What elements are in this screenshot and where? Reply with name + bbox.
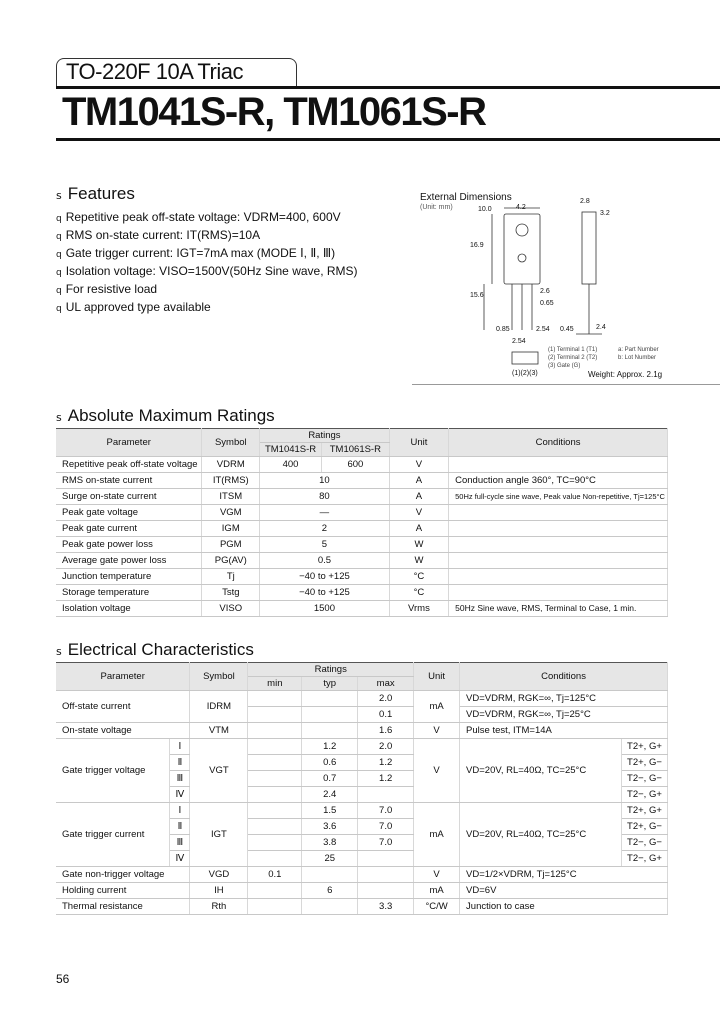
col-tm1041: TM1041S-R [260, 443, 322, 457]
external-dimensions [412, 192, 720, 385]
table-row: Ⅳ 2.4 T2−, G+ [56, 787, 668, 803]
marking-legend: a: Part Number b: Lot Number [618, 347, 659, 361]
series-subtitle: TO-220F 10A Triac [66, 59, 243, 84]
feature-item: q RMS on-state current: IT(RMS)=10A [56, 228, 261, 242]
table-row: Ⅲ 3.8 7.0 T2−, G− [56, 835, 668, 851]
table-row: RMS on-state current IT(RMS) 10 A Conduction angle 360°, TC=90°C [56, 473, 668, 489]
dim-label: 4.2 [516, 204, 526, 211]
table-row: Ⅱ 0.6 1.2 T2+, G− [56, 755, 668, 771]
table-row: Gate trigger voltage Ⅰ VGT 1.2 2.0 V VD=20V, RL=40Ω, TC=25°C T2+, G+ [56, 739, 668, 755]
section-bullet-icon: s [56, 411, 62, 424]
dimensions-title: External Dimensions [420, 192, 512, 203]
dim-label: 2.54 [536, 326, 550, 333]
table-header-row [56, 429, 668, 443]
dim-label: 15.6 [470, 292, 484, 299]
section-bullet-icon: s [56, 645, 62, 658]
electrical-characteristics-table [56, 662, 668, 915]
absolute-maximum-ratings-table [56, 428, 668, 617]
table-row: Surge on-state current ITSM 80 A 50Hz full-cycle sine wave, Peak value Non-repetitive, Tj=125°C [56, 489, 668, 505]
dim-label: 0.65 [540, 300, 554, 307]
feature-item: q For resistive load [56, 282, 158, 296]
table-row: Peak gate voltage VGM — V [56, 505, 668, 521]
table-row: Gate trigger current Ⅰ IGT 1.5 7.0 mA VD=20V, RL=40Ω, TC=25°C T2+, G+ [56, 803, 668, 819]
section-bullet-icon: s [56, 189, 62, 202]
bullet-icon: q [56, 268, 62, 278]
table-row: Peak gate power loss PGM 5 W [56, 537, 668, 553]
col-conditions: Conditions [449, 429, 668, 457]
table-row: 0.1 VD=VDRM, RGK=∞, Tj=25°C [56, 707, 668, 723]
col-symbol: Symbol [202, 429, 260, 457]
weight-note: Weight: Approx. 2.1g [588, 370, 663, 379]
pin-numbers: (1)(2)(3) [512, 370, 538, 377]
table-row: Gate non-trigger voltage VGD 0.1 V VD=1/2×VDRM, Tj=125°C [56, 867, 668, 883]
table-row: Ⅱ 3.6 7.0 T2+, G− [56, 819, 668, 835]
bullet-icon: q [56, 286, 62, 296]
table-row: Isolation voltage VISO 1500 Vrms 50Hz Sine wave, RMS, Terminal to Case, 1 min. [56, 601, 668, 617]
table-row: On-state voltage VTM 1.6 V Pulse test, ITM=14A [56, 723, 668, 739]
table-row: Off-state current IDRM 2.0 mA VD=VDRM, RGK=∞, Tj=125°C [56, 691, 668, 707]
bullet-icon: q [56, 250, 62, 260]
amr-heading: s Absolute Maximum Ratings [56, 406, 275, 425]
col-parameter: Parameter [56, 663, 190, 691]
col-tm1061: TM1061S-R [321, 443, 389, 457]
col-max: max [358, 677, 414, 691]
dim-label: 2.4 [596, 324, 606, 331]
dim-label: 0.45 [560, 326, 574, 333]
col-typ: typ [302, 677, 358, 691]
col-symbol: Symbol [190, 663, 248, 691]
table-header-row [56, 663, 668, 677]
table-row: Average gate power loss PG(AV) 0.5 W [56, 553, 668, 569]
table-row: Peak gate current IGM 2 A [56, 521, 668, 537]
dim-label: 16.9 [470, 242, 484, 249]
page-title: TM1041S-R, TM1061S-R [62, 90, 486, 134]
col-conditions: Conditions [460, 663, 668, 691]
col-ratings: Ratings [248, 663, 414, 677]
ec-heading: s Electrical Characteristics [56, 640, 254, 659]
bullet-icon: q [56, 304, 62, 314]
feature-item: q UL approved type available [56, 300, 211, 314]
table-row: Holding current IH 6 mA VD=6V [56, 883, 668, 899]
table-row: Ⅳ 25 T2−, G+ [56, 851, 668, 867]
table-row: Ⅲ 0.7 1.2 T2−, G− [56, 771, 668, 787]
bullet-icon: q [56, 232, 62, 242]
features-heading: s Features [56, 184, 135, 203]
dim-label: 2.8 [580, 198, 590, 205]
feature-item: q Gate trigger current: IGT=7mA max (MODE Ⅰ, Ⅱ, Ⅲ) [56, 246, 336, 260]
dim-label: 10.0 [478, 206, 492, 213]
dimensions-unit: (Unit: mm) [420, 204, 453, 211]
col-unit: Unit [414, 663, 460, 691]
col-parameter: Parameter [56, 429, 202, 457]
col-min: min [248, 677, 302, 691]
feature-item: q Isolation voltage: VISO=1500V(50Hz Sine wave, RMS) [56, 264, 358, 278]
col-ratings: Ratings [260, 429, 390, 443]
page-number: 56 [56, 972, 70, 986]
dim-label: 0.85 [496, 326, 510, 333]
feature-item: q Repetitive peak off-state voltage: VDRM=400, 600V [56, 210, 341, 224]
bullet-icon: q [56, 214, 62, 224]
header-rule-bottom [56, 138, 720, 141]
col-unit: Unit [389, 429, 448, 457]
terminal-legend: (1) Terminal 1 (T1) (2) Terminal 2 (T2) (3) Gate (G) [548, 347, 598, 369]
dim-label: 2.6 [540, 288, 550, 295]
table-row: Repetitive peak off-state voltage VDRM 400 600 V [56, 457, 668, 473]
dim-label: 3.2 [600, 210, 610, 217]
table-row: Thermal resistance Rth 3.3 °C/W Junction to case [56, 899, 668, 915]
table-row: Storage temperature Tstg −40 to +125 °C [56, 585, 668, 601]
dim-label: 2.54 [512, 338, 526, 345]
table-row: Junction temperature Tj −40 to +125 °C [56, 569, 668, 585]
